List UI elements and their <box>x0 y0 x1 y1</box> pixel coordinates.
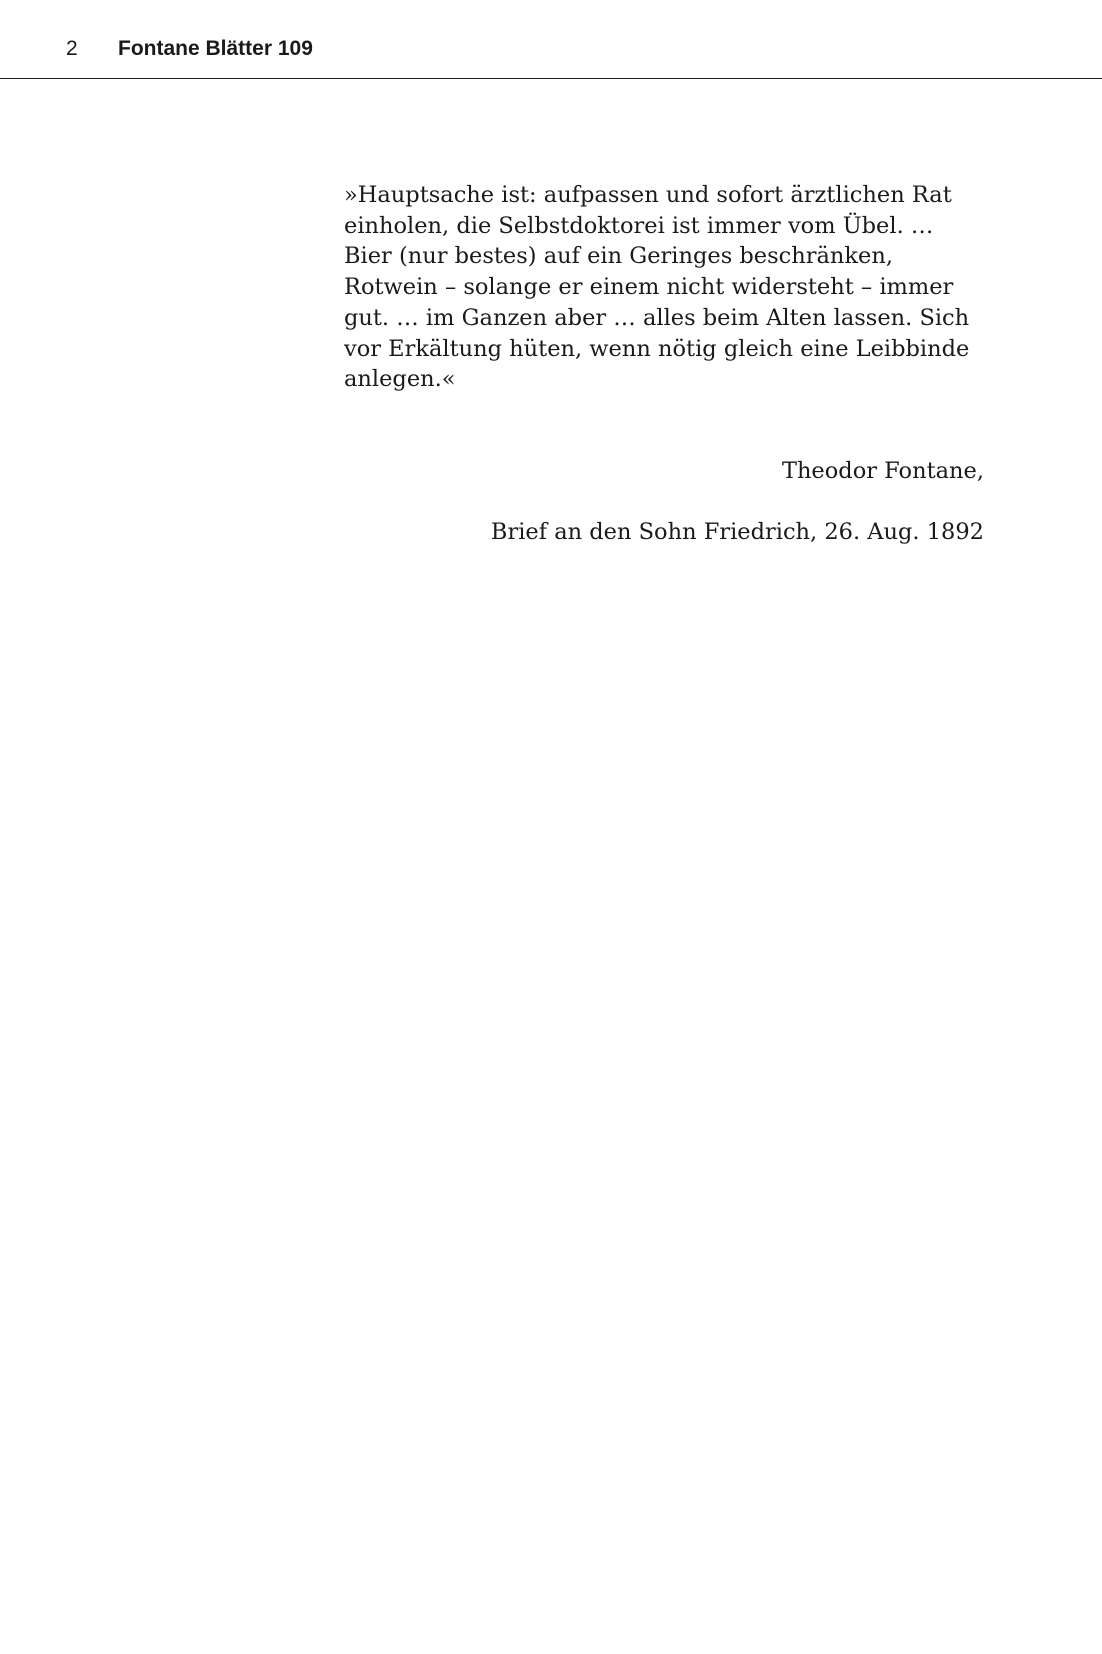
epigraph-quote: »Hauptsache ist: aufpassen und sofort ärztlichen Rat einholen, die Selbstdoktorei ist immer vom Übel. … Bier (nur bestes) auf ein Geringes beschränken, Rotwein – solange er einem nicht widersteht – immer gut. … im Ganzen aber … alles beim Alten lassen. Sich vor Erkältung hüten, wenn nötig gleich eine Leibbinde anlegen.« <box>344 182 970 393</box>
page-number: 2 <box>66 37 78 60</box>
running-head <box>0 0 1102 79</box>
epigraph <box>344 180 984 578</box>
epigraph-attribution <box>344 425 984 579</box>
journal-title: Fontane Blätter 109 <box>118 37 313 60</box>
attribution-author: Theodor Fontane, <box>781 457 984 484</box>
attribution-source: Brief an den Sohn Friedrich, 26. Aug. 1892 <box>490 519 984 546</box>
